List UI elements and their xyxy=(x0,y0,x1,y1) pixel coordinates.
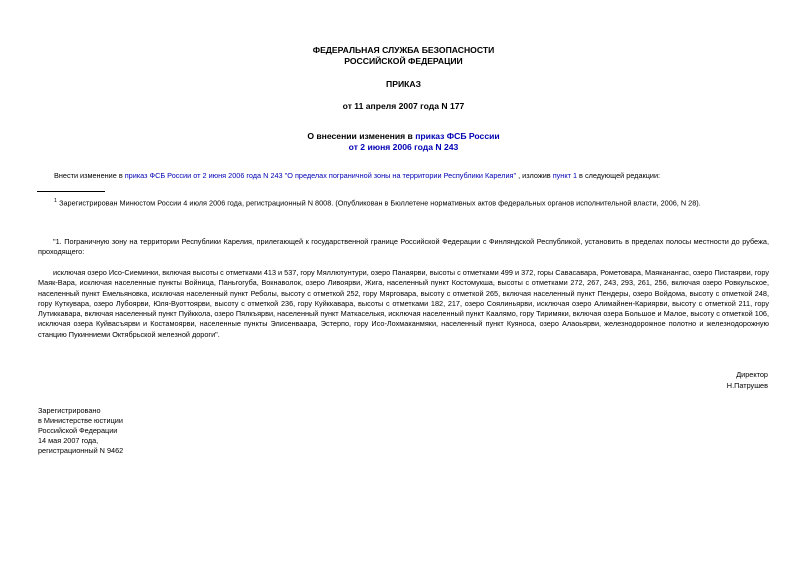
intro-order-link[interactable]: приказ ФСБ России от 2 июня 2006 года N 243 "О пределах пограничной зоны на территории Республики Карелия" xyxy=(124,171,517,180)
document-type: ПРИКАЗ xyxy=(386,79,421,89)
intro-point-link[interactable]: пункт 1 xyxy=(552,171,578,180)
body-paragraph-2: исключая озеро Исо-Сиеминки, включая высоты с отметками 413 и 537, гору Мяллютунтури, озеро Панаярви, высоты с отметками 499 и 372, горы Савасавара, Рометовара, Маяканангас, озеро Пистаярви, гору Маяк-Вара, исключая населенные пункты Войница, Паньгогуба, Вокнаволок, озеро Ливоярви, Жига, населенный пункт Костомукша, высоты с отметками 272, 267, 243, 293, 261, 256, включая озеро Ровкульское, населенный пункт Емельяновка, исключая населенный пункт Реболы, высоту с отметкой 252, гору Мярговара, высоту с отметкой 265, включая населенный пункт Пендеры, озеро Войдома, высоту с отметкой 248, гору Куткувара, озеро Лубоярви, Юля-Вуоттоярви, высоту с отметкой 236, гору Куйккавара, высоты с отметками 182, 217, озеро Соялиньярви, исключая озеро Алимайнен-Кариярви, высоту с отметкой 211, гору Лутиккавара, включая населенный пункт Пуйккола, озеро Пялкъярви, населенный пункт Маткаселькя, исключая населенный пункт Каалямо, гору Тиримяки, включая озера Большое и Малое, высоту с отметкой 106, исключая озера Куйвасъярви и Костамоярви, населенные пункты Элисенваара, Эстерпо, гору Исо-Лохмаканмяки, населенный пункт Куяноса, озеро Алаоьярви, железнодорожное полотно и железнодорожную станцию Пукинниеми Октябрьской железной дороги". xyxy=(38,268,769,339)
document-subject-line2 xyxy=(0,142,807,153)
intro-paragraph xyxy=(54,171,660,181)
intro-prefix: Внести изменение в xyxy=(54,171,125,180)
footnote-divider xyxy=(37,191,105,192)
registration-line: регистрационный N 9462 xyxy=(38,445,124,455)
registration-line: 14 мая 2007 года, xyxy=(38,435,99,445)
footnote-marker: 1 xyxy=(54,198,58,204)
intro-middle: , изложив xyxy=(516,171,553,180)
subject-order-link[interactable]: приказ ФСБ России xyxy=(415,131,500,141)
subject-order-date-link[interactable]: от 2 июня 2006 года N 243 xyxy=(348,142,459,152)
footnote xyxy=(54,196,701,208)
agency-name-line1: ФЕДЕРАЛЬНАЯ СЛУЖБА БЕЗОПАСНОСТИ xyxy=(312,45,495,55)
document-subject-line1 xyxy=(0,131,807,142)
footnote-text: Зарегистрирован Минюстом России 4 июля 2006 года, регистрационный N 8008. (Опубликован в Бюллетене нормативных актов федеральных органов исполнительной власти, 2006, N 28). xyxy=(57,198,701,208)
registration-line: Зарегистрировано xyxy=(38,406,101,415)
registration-line: в Министерстве юстиции xyxy=(38,415,123,425)
document-date-number: от 11 апреля 2007 года N 177 xyxy=(342,101,465,111)
signature-title: Директор xyxy=(736,370,768,379)
signature-name: Н.Патрушев xyxy=(726,381,768,390)
registration-line: Российской Федерации xyxy=(38,425,118,435)
registration-block xyxy=(38,406,123,456)
intro-suffix: в следующей редакции: xyxy=(577,171,661,180)
subject-prefix: О внесении изменения в xyxy=(307,131,416,141)
agency-name-line2: РОССИЙСКОЙ ФЕДЕРАЦИИ xyxy=(344,56,463,66)
body-paragraph-1: "1. Пограничную зону на территории Республики Карелия, прилегающей к государственной границе Российской Федерации с Финляндской Республикой, установить в пределах полосы местности до рубежа, проходящего: xyxy=(38,237,769,257)
